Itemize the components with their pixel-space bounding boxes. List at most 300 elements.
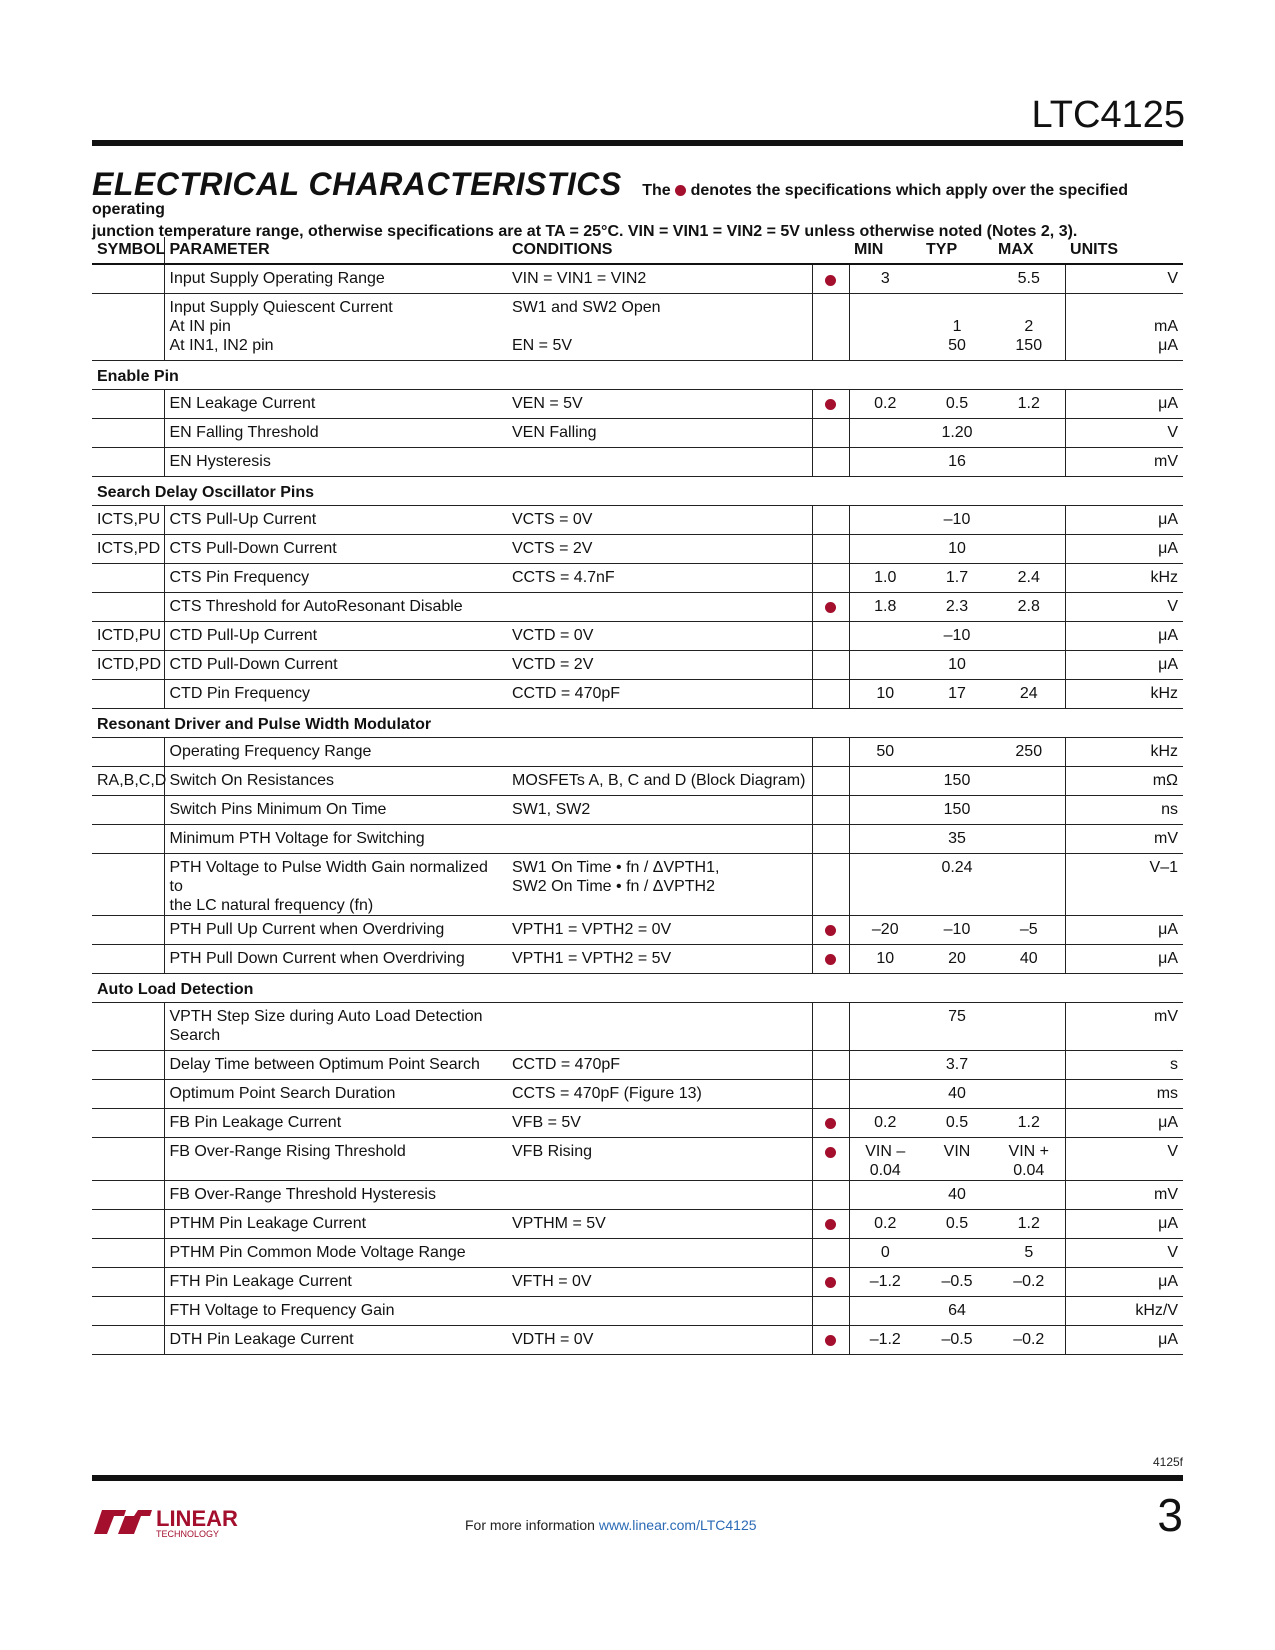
typ-cell: 1.20: [921, 418, 993, 447]
parameter-cell: PTH Pull Up Current when Overdriving: [164, 915, 507, 944]
spec-dot-icon: [825, 954, 836, 965]
spec-dot-cell: [812, 1267, 849, 1296]
parameter-cell: Switch Pins Minimum On Time: [164, 795, 507, 824]
typ-cell: –0.5: [921, 1267, 993, 1296]
max-cell: [993, 1002, 1065, 1050]
conditions-cell: [507, 737, 812, 766]
table-row: [92, 1079, 1183, 1108]
max-cell: –0.2: [993, 1325, 1065, 1354]
typ-cell: 35: [921, 824, 993, 853]
conditions-cell: VCTD = 0V: [507, 621, 812, 650]
parameter-cell: CTS Pull-Up Current: [164, 505, 507, 534]
spec-dot-cell: [812, 1108, 849, 1137]
symbol-cell: [92, 1209, 164, 1238]
conditions-cell: VEN = 5V: [507, 389, 812, 418]
spec-dot-cell: [812, 621, 849, 650]
section-label: Search Delay Oscillator Pins: [92, 476, 1183, 505]
typ-cell: –10: [921, 915, 993, 944]
min-cell: [849, 650, 921, 679]
logo-wordmark: LINEAR: [156, 1506, 238, 1531]
max-cell: 5: [993, 1238, 1065, 1267]
footer-info: [465, 1517, 757, 1533]
table-row: [92, 592, 1183, 621]
units-cell: V: [1065, 1137, 1183, 1180]
part-number: LTC4125: [1031, 94, 1185, 136]
max-cell: [993, 824, 1065, 853]
spec-dot-icon: [825, 1335, 836, 1346]
typ-cell: [921, 264, 993, 293]
section-row: [92, 708, 1183, 737]
table-row: [92, 853, 1183, 915]
parameter-cell: Input Supply Operating Range: [164, 264, 507, 293]
min-cell: [849, 534, 921, 563]
col-units: UNITS: [1065, 237, 1183, 264]
spec-dot-cell: [812, 737, 849, 766]
units-cell: V–1: [1065, 853, 1183, 915]
spec-dot-cell: [812, 505, 849, 534]
symbol-cell: [92, 563, 164, 592]
parameter-cell: Minimum PTH Voltage for Switching: [164, 824, 507, 853]
bullet-dot-icon: [675, 185, 686, 196]
spec-dot-icon: [825, 602, 836, 613]
bottom-rule: [92, 1475, 1183, 1481]
conditions-cell: VCTS = 2V: [507, 534, 812, 563]
spec-dot-cell: [812, 1079, 849, 1108]
conditions-cell: [507, 1238, 812, 1267]
min-cell: 0.2: [849, 1209, 921, 1238]
spec-dot-cell: [812, 795, 849, 824]
max-cell: [993, 1180, 1065, 1209]
logo-mark-icon: [94, 1510, 152, 1534]
spec-dot-icon: [825, 1118, 836, 1129]
spec-dot-cell: [812, 563, 849, 592]
max-cell: 1.2: [993, 1108, 1065, 1137]
table-row: [92, 389, 1183, 418]
section-row: [92, 360, 1183, 389]
units-cell: μA: [1065, 1209, 1183, 1238]
symbol-cell: RA,B,C,D: [92, 766, 164, 795]
spec-dot-cell: [812, 766, 849, 795]
doc-code: 4125f: [1152, 1455, 1183, 1469]
conditions-cell: [507, 1180, 812, 1209]
typ-cell: 0.24: [921, 853, 993, 915]
parameter-cell: DTH Pin Leakage Current: [164, 1325, 507, 1354]
typ-cell: 17: [921, 679, 993, 708]
conditions-cell: VPTH1 = VPTH2 = 5V: [507, 944, 812, 973]
spec-dot-cell: [812, 1002, 849, 1050]
spec-dot-cell: [812, 1238, 849, 1267]
units-cell: kHz/V: [1065, 1296, 1183, 1325]
col-max: MAX: [993, 237, 1065, 264]
symbol-cell: ICTD,PD: [92, 650, 164, 679]
spec-dot-cell: [812, 1180, 849, 1209]
max-cell: [993, 1296, 1065, 1325]
parameter-cell: FTH Pin Leakage Current: [164, 1267, 507, 1296]
min-cell: [849, 447, 921, 476]
conditions-cell: [507, 824, 812, 853]
table-row: [92, 1180, 1183, 1209]
section-title: ELECTRICAL CHARACTERISTICS: [92, 166, 622, 202]
min-cell: [849, 795, 921, 824]
max-cell: VIN + 0.04: [993, 1137, 1065, 1180]
parameter-cell: EN Hysteresis: [164, 447, 507, 476]
units-cell: μA: [1065, 650, 1183, 679]
max-cell: [993, 795, 1065, 824]
units-cell: V: [1065, 592, 1183, 621]
table-row: [92, 1296, 1183, 1325]
min-cell: 0.2: [849, 389, 921, 418]
spec-dot-cell: [812, 824, 849, 853]
units-cell: mV: [1065, 447, 1183, 476]
max-cell: [993, 650, 1065, 679]
typ-cell: 40: [921, 1079, 993, 1108]
spec-dot-cell: [812, 264, 849, 293]
top-rule: [92, 140, 1183, 146]
table-row: [92, 1002, 1183, 1050]
units-cell: V: [1065, 264, 1183, 293]
spec-dot-cell: [812, 944, 849, 973]
note-suffix: denotes the specifications which apply over the specified operating: [92, 182, 1129, 218]
spec-dot-cell: [812, 447, 849, 476]
logo-subtext: TECHNOLOGY: [156, 1529, 220, 1539]
conditions-cell: SW1, SW2: [507, 795, 812, 824]
min-cell: –1.2: [849, 1267, 921, 1296]
typ-cell: –0.5: [921, 1325, 993, 1354]
spec-dot-cell: [812, 534, 849, 563]
table-row: [92, 1325, 1183, 1354]
min-cell: 1.8: [849, 592, 921, 621]
conditions-cell: VFB = 5V: [507, 1108, 812, 1137]
min-cell: [849, 621, 921, 650]
symbol-cell: [92, 1267, 164, 1296]
parameter-cell: CTD Pull-Up Current: [164, 621, 507, 650]
table-row: [92, 944, 1183, 973]
parameter-cell: FB Over-Range Rising Threshold: [164, 1137, 507, 1180]
typ-cell: 150: [921, 795, 993, 824]
units-cell: kHz: [1065, 563, 1183, 592]
max-cell: –5: [993, 915, 1065, 944]
min-cell: –1.2: [849, 1325, 921, 1354]
units-cell: V: [1065, 418, 1183, 447]
symbol-cell: [92, 1079, 164, 1108]
table-body: [92, 264, 1183, 1354]
min-cell: [849, 1296, 921, 1325]
symbol-cell: ICTS,PD: [92, 534, 164, 563]
parameter-cell: CTS Threshold for AutoResonant Disable: [164, 592, 507, 621]
min-cell: [849, 1002, 921, 1050]
section-row: [92, 476, 1183, 505]
units-cell: ns: [1065, 795, 1183, 824]
max-cell: [993, 1050, 1065, 1079]
units-cell: μA: [1065, 915, 1183, 944]
max-cell: [993, 621, 1065, 650]
min-cell: [849, 1050, 921, 1079]
units-cell: kHz: [1065, 679, 1183, 708]
units-cell: mV: [1065, 824, 1183, 853]
min-cell: [849, 293, 921, 360]
typ-cell: 1 50: [921, 293, 993, 360]
table-row: [92, 264, 1183, 293]
spec-dot-icon: [825, 399, 836, 410]
spec-dot-cell: [812, 389, 849, 418]
units-cell: s: [1065, 1050, 1183, 1079]
max-cell: 1.2: [993, 389, 1065, 418]
spec-dot-cell: [812, 293, 849, 360]
symbol-cell: [92, 824, 164, 853]
spec-dot-cell: [812, 1050, 849, 1079]
col-symbol: SYMBOL: [92, 237, 164, 264]
symbol-cell: [92, 264, 164, 293]
symbol-cell: [92, 1238, 164, 1267]
parameter-cell: FB Pin Leakage Current: [164, 1108, 507, 1137]
typ-cell: 64: [921, 1296, 993, 1325]
parameter-cell: CTD Pull-Down Current: [164, 650, 507, 679]
symbol-cell: [92, 1108, 164, 1137]
linear-technology-logo: [92, 1500, 252, 1540]
conditions-cell: VDTH = 0V: [507, 1325, 812, 1354]
min-cell: 0: [849, 1238, 921, 1267]
max-cell: 2.8: [993, 592, 1065, 621]
conditions-cell: VFTH = 0V: [507, 1267, 812, 1296]
table-row: [92, 1137, 1183, 1180]
parameter-cell: PTHM Pin Common Mode Voltage Range: [164, 1238, 507, 1267]
units-cell: μA: [1065, 505, 1183, 534]
symbol-cell: ICTD,PU: [92, 621, 164, 650]
symbol-cell: ICTS,PU: [92, 505, 164, 534]
conditions-cell: VIN = VIN1 = VIN2: [507, 264, 812, 293]
max-cell: [993, 1079, 1065, 1108]
min-cell: [849, 1079, 921, 1108]
parameter-cell: EN Leakage Current: [164, 389, 507, 418]
symbol-cell: [92, 737, 164, 766]
section-label: Resonant Driver and Pulse Width Modulator: [92, 708, 1183, 737]
symbol-cell: [92, 389, 164, 418]
units-cell: μA: [1065, 1108, 1183, 1137]
min-cell: VIN – 0.04: [849, 1137, 921, 1180]
conditions-cell: [507, 1296, 812, 1325]
parameter-cell: Optimum Point Search Duration: [164, 1079, 507, 1108]
spec-dot-icon: [825, 1277, 836, 1288]
symbol-cell: [92, 944, 164, 973]
units-cell: kHz: [1065, 737, 1183, 766]
parameter-cell: CTS Pin Frequency: [164, 563, 507, 592]
conditions-cell: VPTHM = 5V: [507, 1209, 812, 1238]
footer-info-text: For more information: [465, 1517, 595, 1533]
parameter-cell: FB Over-Range Threshold Hysteresis: [164, 1180, 507, 1209]
section-label: Enable Pin: [92, 360, 1183, 389]
spec-dot-cell: [812, 1209, 849, 1238]
table-row: [92, 447, 1183, 476]
table-row: [92, 679, 1183, 708]
typ-cell: 3.7: [921, 1050, 993, 1079]
max-cell: 2 150: [993, 293, 1065, 360]
typ-cell: 0.5: [921, 1209, 993, 1238]
section-heading: [92, 167, 1183, 241]
spec-dot-cell: [812, 679, 849, 708]
table-row: [92, 534, 1183, 563]
parameter-cell: Delay Time between Optimum Point Search: [164, 1050, 507, 1079]
col-min: MIN: [849, 237, 921, 264]
min-cell: 10: [849, 679, 921, 708]
typ-cell: –10: [921, 621, 993, 650]
units-cell: μA: [1065, 621, 1183, 650]
symbol-cell: [92, 1325, 164, 1354]
page-number: 3: [1157, 1489, 1183, 1541]
table-row: [92, 1108, 1183, 1137]
min-cell: [849, 505, 921, 534]
table-row: [92, 915, 1183, 944]
spec-dot-cell: [812, 592, 849, 621]
typ-cell: [921, 737, 993, 766]
table-row: [92, 621, 1183, 650]
min-cell: [849, 418, 921, 447]
min-cell: 1.0: [849, 563, 921, 592]
typ-cell: 40: [921, 1180, 993, 1209]
max-cell: [993, 534, 1065, 563]
typ-cell: 16: [921, 447, 993, 476]
conditions-cell: VPTH1 = VPTH2 = 0V: [507, 915, 812, 944]
conditions-cell: MOSFETs A, B, C and D (Block Diagram): [507, 766, 812, 795]
parameter-cell: PTH Pull Down Current when Overdriving: [164, 944, 507, 973]
section-row: [92, 973, 1183, 1002]
typ-cell: [921, 1238, 993, 1267]
table-header-row: [92, 237, 1183, 264]
section-label: Auto Load Detection: [92, 973, 1183, 1002]
units-cell: μA: [1065, 1267, 1183, 1296]
col-conditions: CONDITIONS: [507, 237, 849, 264]
max-cell: 40: [993, 944, 1065, 973]
table-row: [92, 650, 1183, 679]
max-cell: [993, 418, 1065, 447]
symbol-cell: [92, 1002, 164, 1050]
symbol-cell: [92, 418, 164, 447]
conditions-cell: VCTD = 2V: [507, 650, 812, 679]
typ-cell: 150: [921, 766, 993, 795]
max-cell: 24: [993, 679, 1065, 708]
symbol-cell: [92, 592, 164, 621]
typ-cell: VIN: [921, 1137, 993, 1180]
symbol-cell: [92, 915, 164, 944]
table-row: [92, 1050, 1183, 1079]
parameter-cell: EN Falling Threshold: [164, 418, 507, 447]
spec-dot-cell: [812, 1325, 849, 1354]
units-cell: μA: [1065, 534, 1183, 563]
col-parameter: PARAMETER: [164, 237, 507, 264]
min-cell: [849, 824, 921, 853]
min-cell: –20: [849, 915, 921, 944]
parameter-cell: CTD Pin Frequency: [164, 679, 507, 708]
typ-cell: 2.3: [921, 592, 993, 621]
min-cell: 3: [849, 264, 921, 293]
units-cell: mA μA: [1065, 293, 1183, 360]
min-cell: [849, 1180, 921, 1209]
spec-dot-icon: [825, 275, 836, 286]
conditions-cell: SW1 On Time • fn / ΔVPTH1, SW2 On Time • fn / ΔVPTH2: [507, 853, 812, 915]
typ-cell: 10: [921, 650, 993, 679]
parameter-cell: FTH Voltage to Frequency Gain: [164, 1296, 507, 1325]
conditions-cell: CCTD = 470pF: [507, 679, 812, 708]
units-cell: ms: [1065, 1079, 1183, 1108]
symbol-cell: [92, 1137, 164, 1180]
max-cell: 2.4: [993, 563, 1065, 592]
conditions-cell: CCTS = 4.7nF: [507, 563, 812, 592]
table-row: [92, 1267, 1183, 1296]
spec-dot-cell: [812, 915, 849, 944]
spec-dot-cell: [812, 853, 849, 915]
spec-dot-cell: [812, 650, 849, 679]
conditions-cell: SW1 and SW2 Open EN = 5V: [507, 293, 812, 360]
typ-cell: 10: [921, 534, 993, 563]
symbol-cell: [92, 293, 164, 360]
spec-dot-icon: [825, 925, 836, 936]
typ-cell: –10: [921, 505, 993, 534]
symbol-cell: [92, 447, 164, 476]
max-cell: [993, 766, 1065, 795]
electrical-characteristics-table: [92, 237, 1183, 1355]
typ-cell: 0.5: [921, 1108, 993, 1137]
conditions-cell: VEN Falling: [507, 418, 812, 447]
max-cell: [993, 505, 1065, 534]
symbol-cell: [92, 853, 164, 915]
units-cell: μA: [1065, 389, 1183, 418]
parameter-cell: VPTH Step Size during Auto Load Detection Search: [164, 1002, 507, 1050]
typ-cell: 75: [921, 1002, 993, 1050]
max-cell: 5.5: [993, 264, 1065, 293]
symbol-cell: [92, 795, 164, 824]
symbol-cell: [92, 1050, 164, 1079]
parameter-cell: PTHM Pin Leakage Current: [164, 1209, 507, 1238]
min-cell: [849, 766, 921, 795]
parameter-cell: CTS Pull-Down Current: [164, 534, 507, 563]
parameter-cell: Input Supply Quiescent Current At IN pin At IN1, IN2 pin: [164, 293, 507, 360]
typ-cell: 0.5: [921, 389, 993, 418]
spec-dot-cell: [812, 418, 849, 447]
parameter-cell: Switch On Resistances: [164, 766, 507, 795]
max-cell: 250: [993, 737, 1065, 766]
units-cell: mV: [1065, 1180, 1183, 1209]
table-row: [92, 737, 1183, 766]
table-row: [92, 563, 1183, 592]
table-row: [92, 1238, 1183, 1267]
max-cell: 1.2: [993, 1209, 1065, 1238]
col-typ: TYP: [921, 237, 993, 264]
spec-dot-icon: [825, 1147, 836, 1158]
conditions-cell: VFB Rising: [507, 1137, 812, 1180]
conditions-cell: CCTD = 470pF: [507, 1050, 812, 1079]
conditions-cell: [507, 447, 812, 476]
table-row: [92, 505, 1183, 534]
units-cell: mΩ: [1065, 766, 1183, 795]
footer-link[interactable]: www.linear.com/LTC4125: [598, 1517, 757, 1533]
max-cell: –0.2: [993, 1267, 1065, 1296]
table-row: [92, 1209, 1183, 1238]
spec-dot-icon: [825, 1219, 836, 1230]
typ-cell: 1.7: [921, 563, 993, 592]
table-row: [92, 766, 1183, 795]
conditions-cell: VCTS = 0V: [507, 505, 812, 534]
spec-dot-cell: [812, 1137, 849, 1180]
spec-dot-cell: [812, 1296, 849, 1325]
units-cell: μA: [1065, 1325, 1183, 1354]
units-cell: mV: [1065, 1002, 1183, 1050]
min-cell: 50: [849, 737, 921, 766]
max-cell: [993, 853, 1065, 915]
table-row: [92, 293, 1183, 360]
symbol-cell: [92, 679, 164, 708]
parameter-cell: Operating Frequency Range: [164, 737, 507, 766]
units-cell: μA: [1065, 944, 1183, 973]
parameter-cell: PTH Voltage to Pulse Width Gain normalized to the LC natural frequency (fn): [164, 853, 507, 915]
